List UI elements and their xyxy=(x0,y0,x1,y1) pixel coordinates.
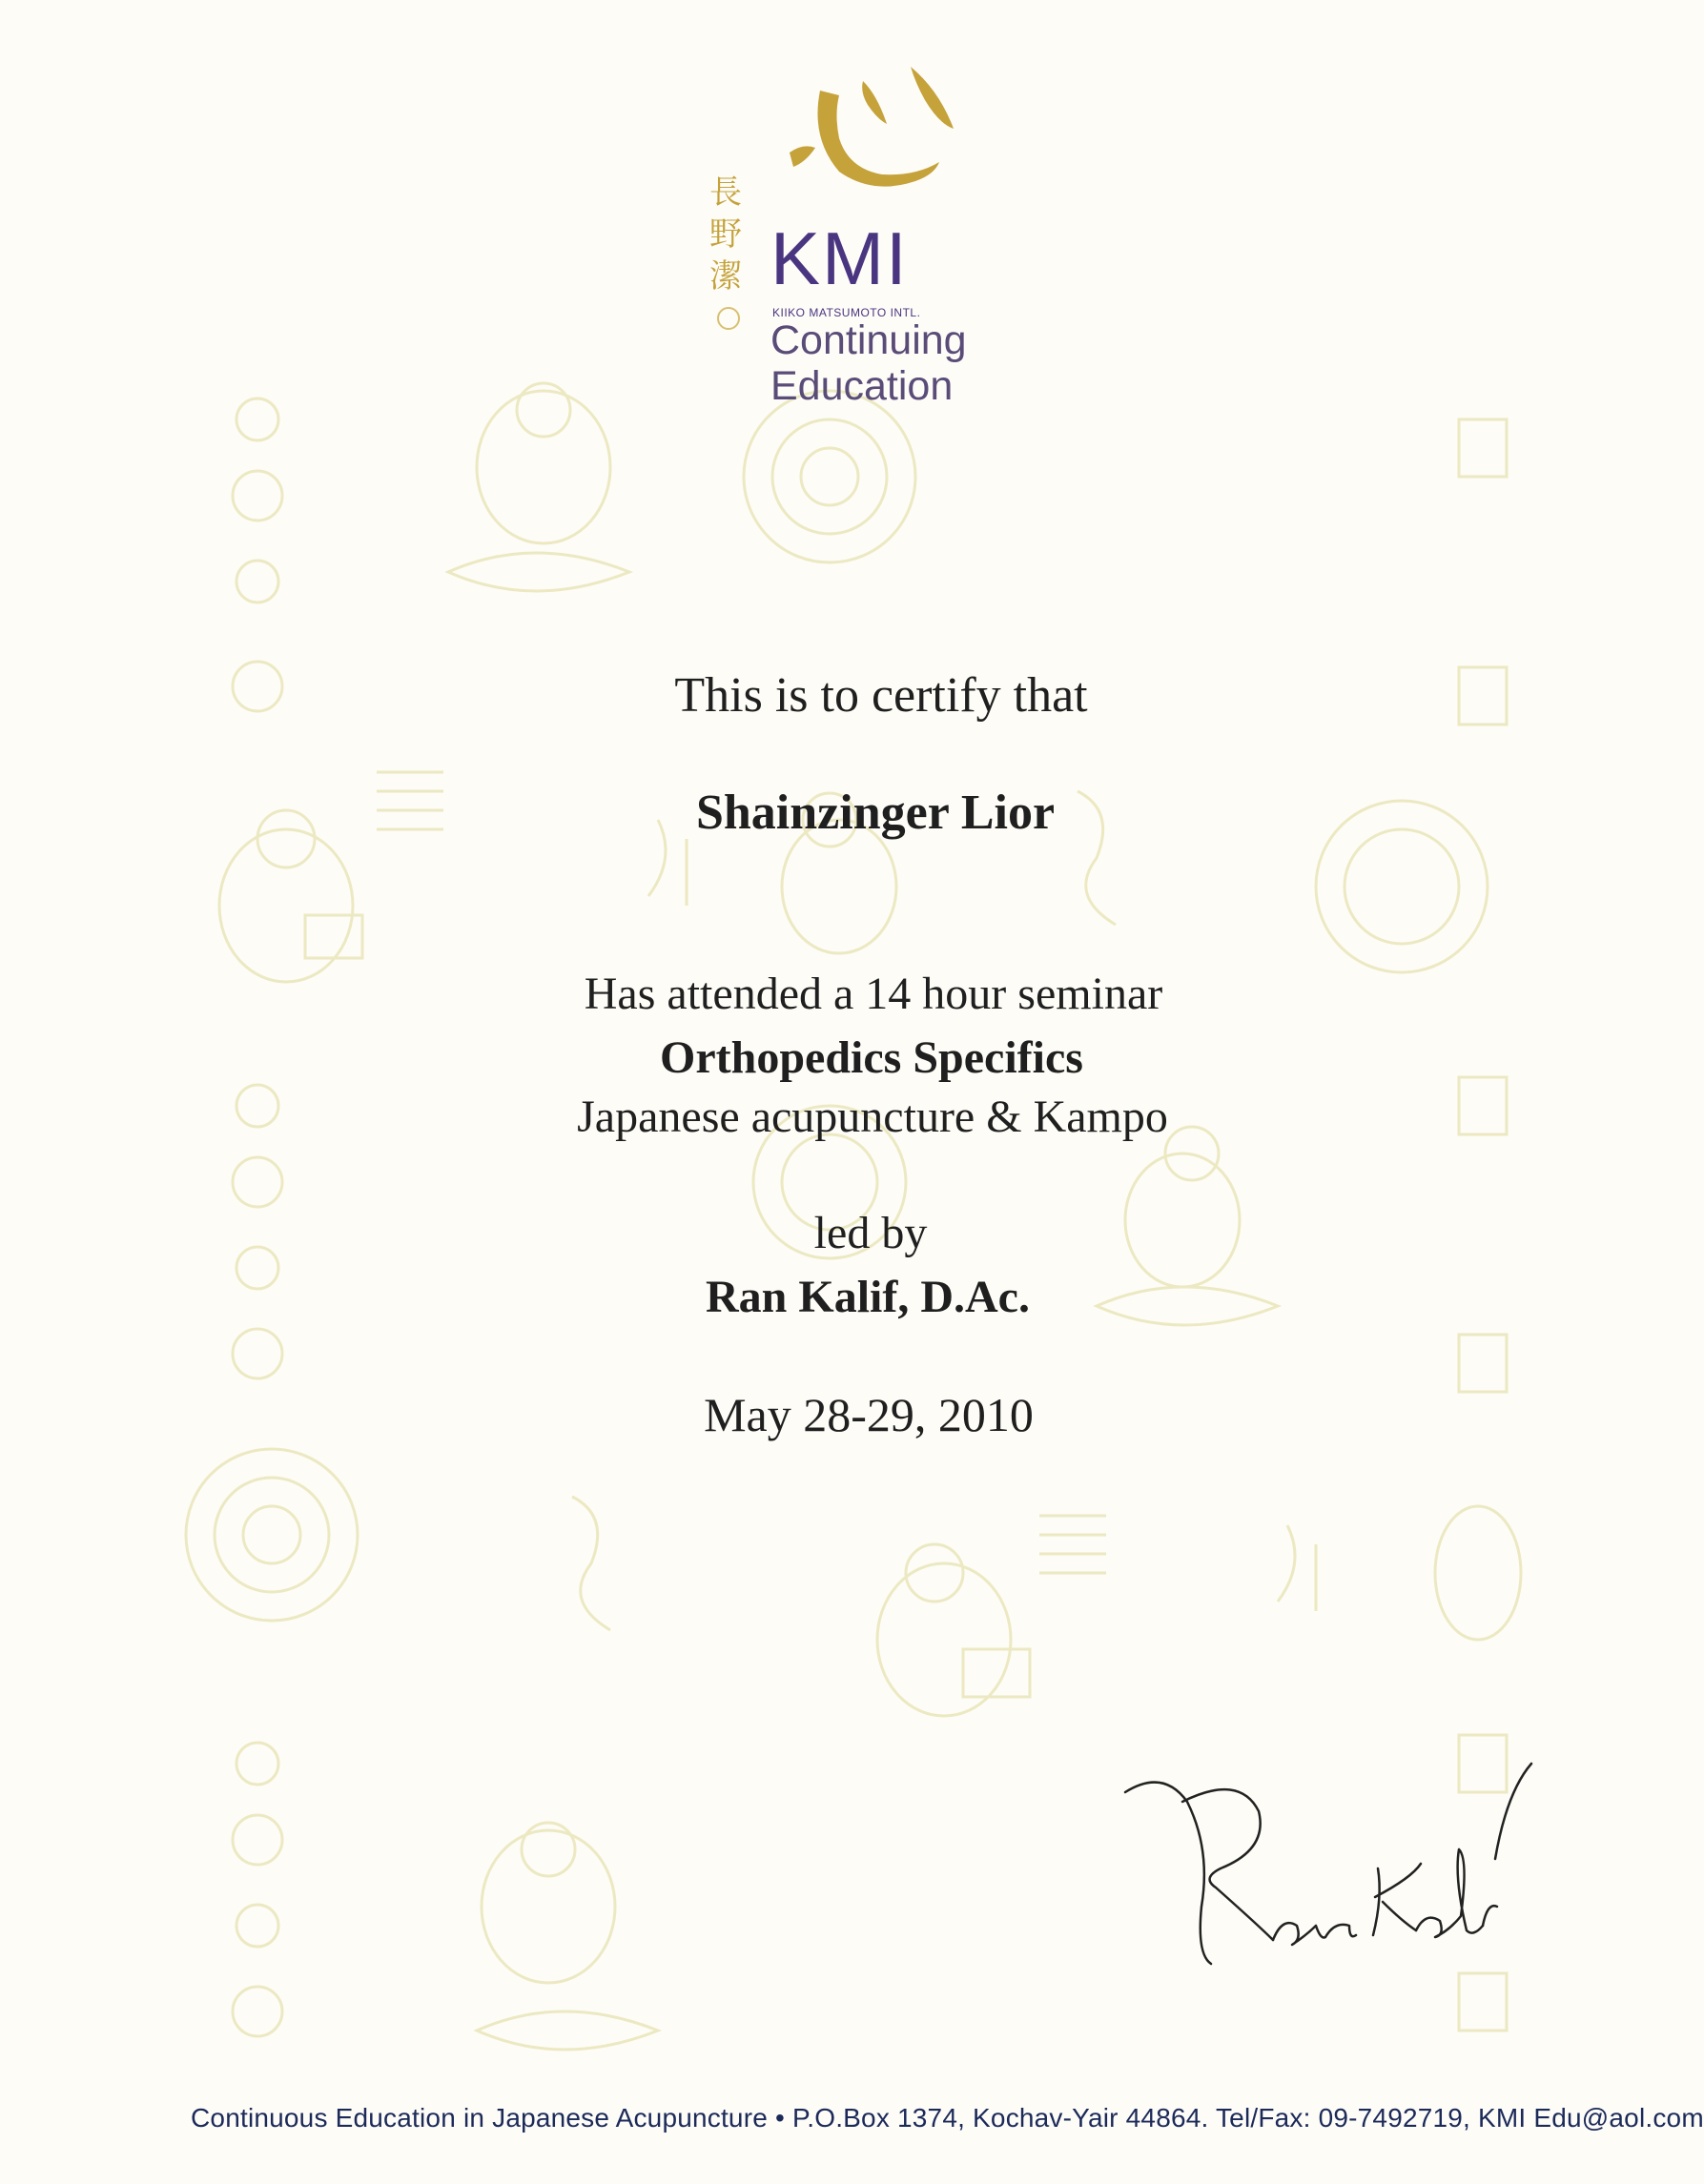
tagline-line-2: Education xyxy=(770,363,954,409)
footer-contact: Continuous Education in Japanese Acupuncture • P.O.Box 1374, Kochav-Yair 44864. Tel/Fax: 09-7492719, KMI Edu@aol.com xyxy=(191,2103,1704,2133)
seal-stamp-icon xyxy=(717,307,740,330)
signature xyxy=(1106,1735,1531,2021)
brand-name: KMI xyxy=(770,216,909,300)
heart-kanji-brush-icon xyxy=(782,52,973,205)
trigram-marks xyxy=(377,772,1106,1573)
attendance-statement: Has attended a 14 hour seminar xyxy=(584,969,1163,1019)
tagline-line-1: Continuing xyxy=(770,317,967,363)
course-subtitle: Japanese acupuncture & Kampo xyxy=(577,1092,1168,1142)
course-title: Orthopedics Specifics xyxy=(660,1032,1083,1083)
certify-intro: This is to certify that xyxy=(674,668,1088,723)
instructor-name: Ran Kalif, D.Ac. xyxy=(706,1272,1030,1322)
seminar-date: May 28-29, 2010 xyxy=(704,1388,1034,1441)
recipient-name: Shainzinger Lior xyxy=(695,786,1056,840)
brand-subtitle: KIIKO MATSUMOTO INTL. xyxy=(772,306,921,319)
seal-calligraphy: 長野潔 xyxy=(709,173,742,296)
led-by-label: led by xyxy=(813,1208,928,1258)
